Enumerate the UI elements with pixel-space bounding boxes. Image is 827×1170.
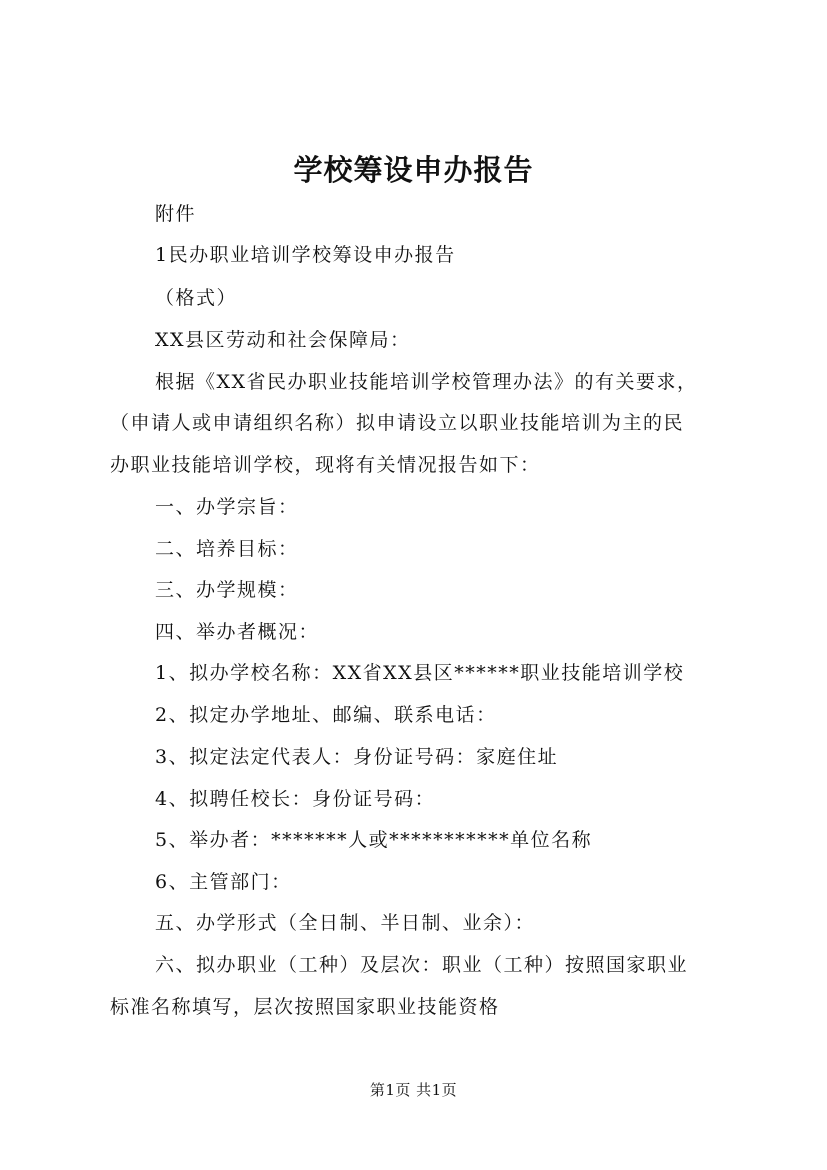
attachment-label: 附件 bbox=[155, 203, 197, 225]
section-heading: 五、办学形式（全日制、半日制、业余）： bbox=[155, 912, 536, 934]
body-paragraph-line: 办职业技能培训学校，现将有关情况报告如下： bbox=[110, 454, 541, 476]
document-title: 学校筹设申办报告 bbox=[293, 153, 534, 187]
section-heading: 四、举办者概况： bbox=[155, 621, 320, 643]
report-subtitle: 1民办职业培训学校筹设申办报告 bbox=[155, 244, 456, 266]
body-paragraph-line: 根据《XX省民办职业技能培训学校管理办法》的有关要求， bbox=[155, 371, 698, 393]
section-heading: 六、拟办职业（工种）及层次：职业（工种）按照国家职业 bbox=[155, 954, 689, 976]
list-item: 1、拟办学校名称：XX省XX县区******职业技能培训学校 bbox=[155, 662, 685, 684]
section-heading: 一、办学宗旨： bbox=[155, 496, 299, 518]
addressee-line: XX县区劳动和社会保障局： bbox=[155, 329, 411, 351]
section-heading: 三、办学规模： bbox=[155, 579, 299, 601]
page-footer: 第1页 共1页 bbox=[369, 1081, 458, 1099]
body-paragraph-line: 标准名称填写，层次按照国家职业技能资格 bbox=[110, 996, 500, 1018]
list-item: 6、主管部门： bbox=[155, 871, 292, 893]
list-item: 5、举办者：*******人或***********单位名称 bbox=[155, 829, 593, 851]
list-item: 3、拟定法定代表人：身份证号码：家庭住址 bbox=[155, 746, 559, 768]
body-paragraph-line: （申请人或申请组织名称）拟申请设立以职业技能培训为主的民 bbox=[110, 412, 685, 434]
format-note: （格式） bbox=[155, 287, 238, 309]
section-heading: 二、培养目标： bbox=[155, 538, 299, 560]
list-item: 4、拟聘任校长：身份证号码： bbox=[155, 788, 436, 810]
list-item: 2、拟定办学地址、邮编、联系电话： bbox=[155, 704, 497, 726]
